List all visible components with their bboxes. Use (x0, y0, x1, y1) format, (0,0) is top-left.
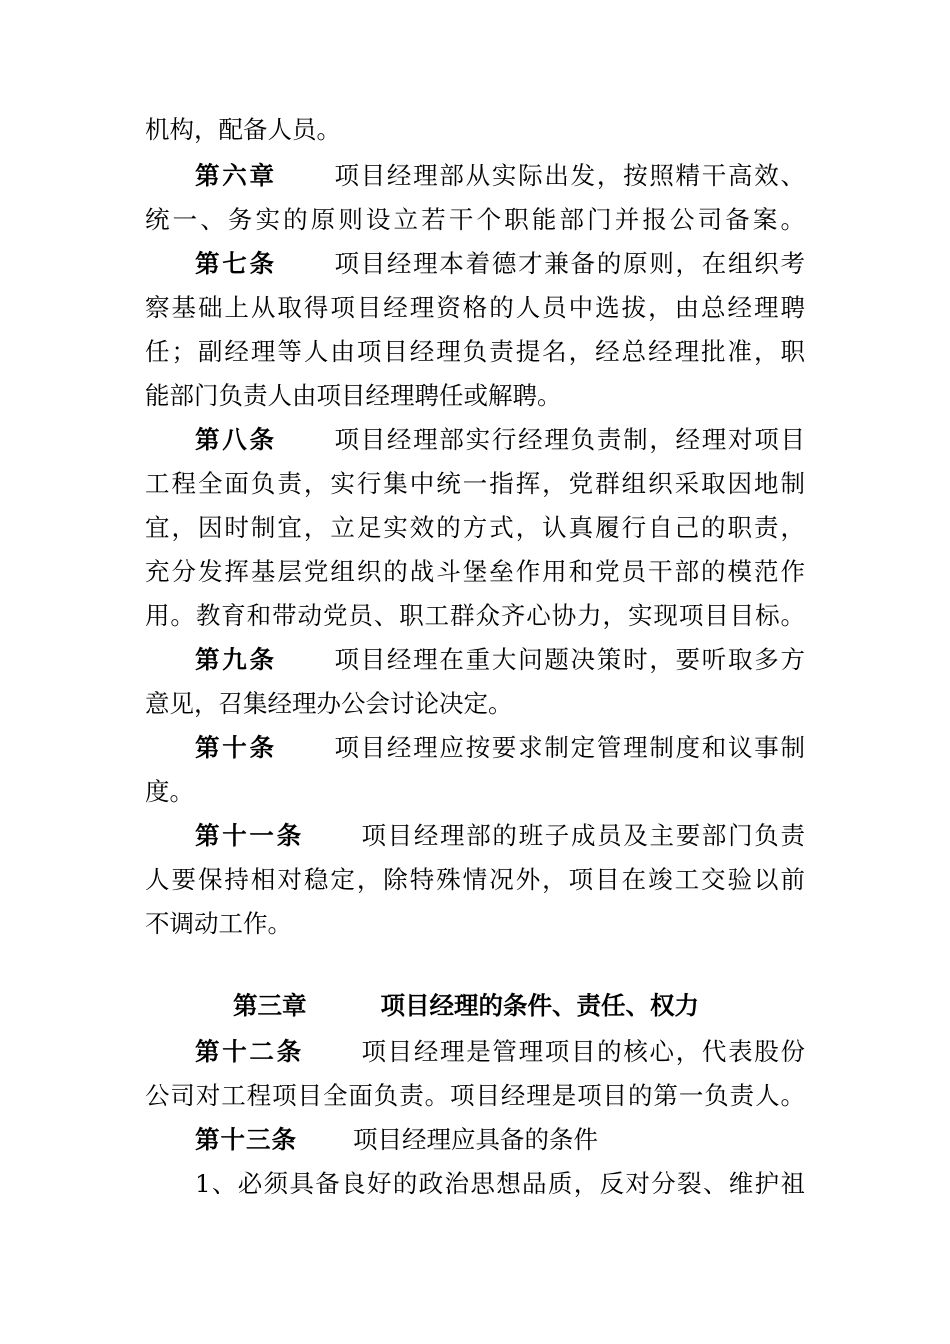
text: 项目经理本着德才兼备的原则，在组织考 (332, 249, 806, 278)
text: 任；副经理等人由项目经理负责提名，经总经理批准，职 (145, 337, 805, 366)
paragraph-line (145, 108, 805, 152)
article-11-line-3 (145, 902, 805, 946)
text: 能部门负责人由项目经理聘任或解聘。 (145, 381, 562, 410)
chapter-3-title (233, 984, 699, 1028)
article-heading: 第十三条 (195, 1125, 297, 1154)
article-heading: 第八条 (195, 425, 277, 454)
text: 公司对工程项目全面负责。项目经理是项目的第一负责人。 (145, 1081, 805, 1110)
text: 不调动工作。 (145, 909, 292, 938)
article-heading: 第六章 (195, 161, 277, 190)
text: 项目经理部实行经理负责制，经理对项目 (332, 425, 806, 454)
article-7-line-4 (145, 374, 805, 418)
article-6-line-1 (195, 154, 805, 198)
text: 意见，召集经理办公会讨论决定。 (145, 689, 513, 718)
text: 统一、务实的原则设立若干个职能部门并报公司备案。 (145, 205, 805, 234)
text: 机构，配备人员。 (145, 115, 341, 144)
article-heading: 第十二条 (195, 1037, 304, 1066)
article-11-line-1 (195, 814, 805, 858)
article-7-line-2 (145, 286, 805, 330)
article-9-line-2 (145, 682, 805, 726)
text: 察基础上从取得项目经理资格的人员中选拔，由总经理聘 (145, 293, 805, 322)
article-heading: 第九条 (195, 645, 277, 674)
article-heading: 第七条 (195, 249, 277, 278)
text: 项目经理是管理项目的核心，代表股份 (359, 1037, 806, 1066)
article-12-line-1 (195, 1030, 805, 1074)
article-13-line-1 (195, 1118, 805, 1162)
text: 1、必须具备良好的政治思想品质，反对分裂、维护祖 (195, 1169, 805, 1198)
text: 用。教育和带动党员、职工群众齐心协力，实现项目目标。 (145, 601, 805, 630)
text: 工程全面负责，实行集中统一指挥，党群组织采取因地制 (145, 469, 805, 498)
article-10-line-1 (195, 726, 805, 770)
article-8-line-1 (195, 418, 805, 462)
text: 充分发挥基层党组织的战斗堡垒作用和党员干部的模范作 (145, 557, 805, 586)
text: 度。 (145, 777, 194, 806)
article-9-line-1 (195, 638, 805, 682)
article-11-line-2 (145, 858, 805, 902)
article-8-line-4 (145, 550, 805, 594)
article-heading: 第十一条 (195, 821, 304, 850)
article-12-line-2 (145, 1074, 805, 1118)
item-1-line-1 (195, 1162, 805, 1206)
article-6-line-2 (145, 198, 805, 242)
article-7-line-3 (145, 330, 805, 374)
text: 人要保持相对稳定，除特殊情况外，项目在竣工交验以前 (145, 865, 805, 894)
chapter-number: 第三章 (233, 991, 307, 1020)
article-8-line-5 (145, 594, 805, 638)
chapter-name: 项目经理的条件、责任、权力 (380, 991, 699, 1020)
text: 项目经理部从实际出发，按照精干高效、 (332, 161, 806, 190)
article-10-line-2 (145, 770, 805, 814)
text: 项目经理应按要求制定管理制度和议事制 (332, 733, 806, 762)
text: 项目经理部的班子成员及主要部门负责 (359, 821, 806, 850)
text: 宜，因时制宜，立足实效的方式，认真履行自己的职责， (145, 513, 805, 542)
text: 项目经理应具备的条件 (353, 1125, 598, 1154)
article-7-line-1 (195, 242, 805, 286)
article-8-line-3 (145, 506, 805, 550)
article-heading: 第十条 (195, 733, 277, 762)
article-8-line-2 (145, 462, 805, 506)
text: 项目经理在重大问题决策时，要听取多方 (332, 645, 806, 674)
